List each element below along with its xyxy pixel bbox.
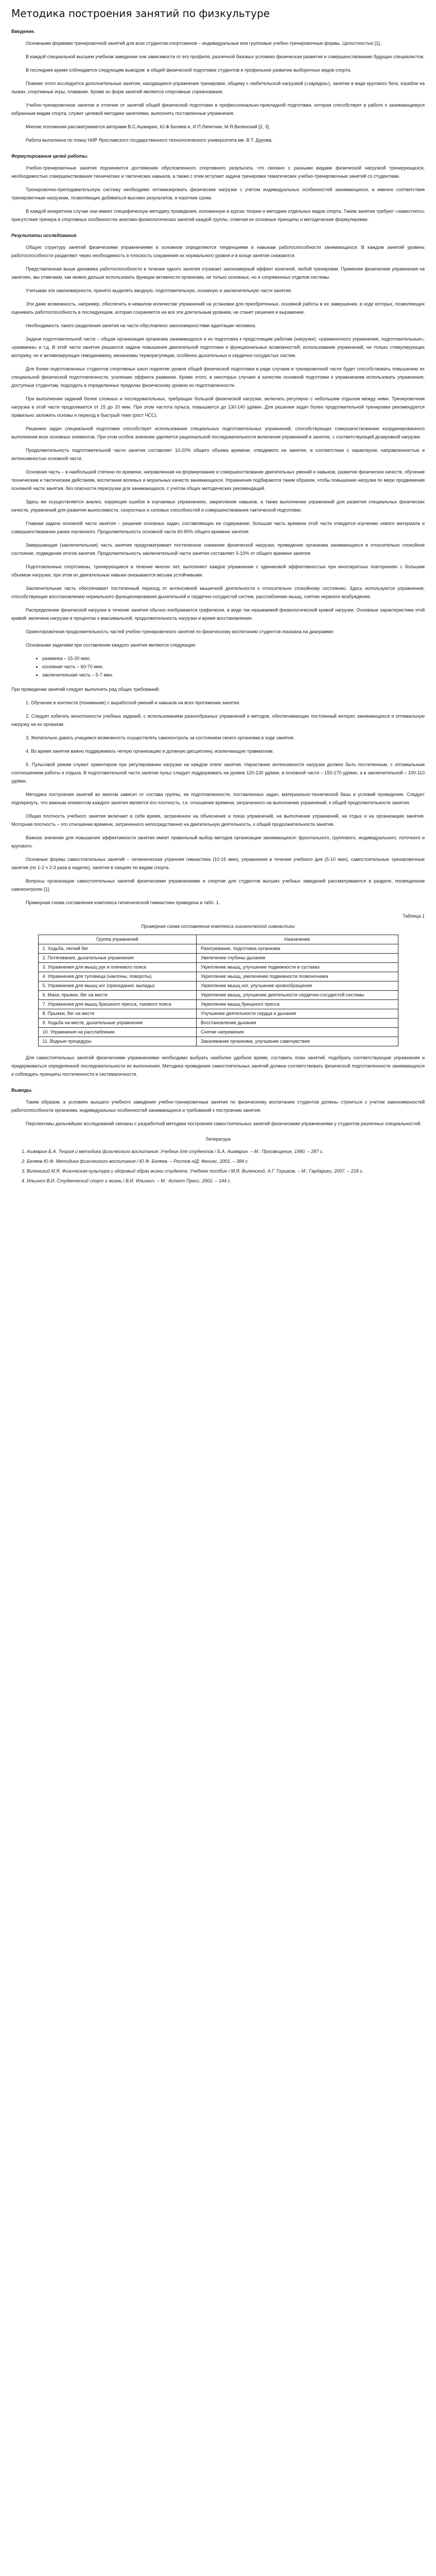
- table-cell: 8. Прыжки, бег на месте: [38, 1009, 197, 1019]
- paragraph: Тренировочно-преподавательскую систему необходимо оптимизировать физические нагрузки с учетом индивидуальных особенностей занимающихся, а именно соответствия тренировочным нагрузкам, позволяющих добиваться высоких результатов, в короткие сроки.: [11, 187, 425, 200]
- requirement-item: 5. Пульсовой режим служит ориентиром при регулировании нагрузки на каждом этапе занятия. Нарастание интенсивности нагрузки должно быть постепенным, с оптимальным соотношением работы и отдыха. В подготовительной части занятия пульс следует поддерживать на уровне 120-130 уд/мин, в основной части – 150-170 уд/мин, а в заключительной – 100-110 уд/мин.: [11, 762, 425, 784]
- table-cell: Разогревание, подготовка организма: [197, 944, 398, 954]
- paragraph: Работа выполнена по плану НИР Ярославского государственного технологического университета им. В.Т. Дурова.: [26, 138, 273, 143]
- section-heading-results: Результаты исследования.: [11, 233, 78, 238]
- table-cell: Укрепление мышц брюшного пресса: [197, 1000, 398, 1009]
- table-cell: Увеличение глубины дыхания: [197, 954, 398, 963]
- paragraph: Учитывая эти закономерности, принято выделять вводную, подготовительную, основную и заключительную части занятия.: [26, 288, 292, 293]
- reference-item: 3. Виленский М.Я. Физическая культура и здоровый образ жизни студента: Учебное пособие / М.Я. Виленский, А.Г. Горшков. – М.: Гардарики, 2007. – 218 с.: [22, 1168, 364, 1174]
- requirements-intro: При проведении занятий следует выполнять ряд общих требований:: [11, 687, 160, 692]
- paragraph: Распределение физической нагрузки в течение занятия обычно изображается графически, в виде так называемой физиологической кривой нагрузки. Основные характеристики этой кривой: величина нагрузки в процентах к максимальной, продолжительность нагрузки и время восстановления.: [11, 607, 425, 621]
- requirement-item: 2. Следует избегать монотонности учебных заданий, с использованием разнообразных упражнений и методов, обеспечивающих постоянный интерес занимающихся и оптимальную нагрузку на их организм.: [11, 714, 425, 727]
- conclusions-section: [11, 1098, 425, 1128]
- section-heading-conclusions: Выводы.: [11, 1088, 32, 1093]
- table-cell: Восстановление дыхания: [197, 1019, 398, 1028]
- table-cell: Улучшение деятельности сердца и дыхания: [197, 1009, 398, 1019]
- requirement-item: Основные формы самостоятельных занятий – гигиеническая утренняя гимнастика (10-15 мин), упражнения в течение учебного дня (5-10 мин), самостоятельные тренировочные занятия (по 1-2 ч 2-3 раза в неделю), занятия в секциях по видам спорта.: [11, 857, 425, 870]
- paragraph: Помимо этого исследуется дополнительные занятия, находящиеся упражнения тренировки, общему с любительской нагрузкой («зарядка»), занятие в виде кругового бега, корабли на лыжах, спортивные игры, плавание. Кроме их форм занятий являются спортивные соревнования.: [11, 81, 425, 94]
- paragraph: Основная часть – в наибольшей степени по времени, направленная на формирование и совершенствование двигательных умений и навыков, развитие физических качеств, обучение техническим и тактическим действиям, воспитание волевых и моральных качеств занимающихся. Упражнения подбираются таким образом, чтобы повышение нагрузки по мере продвижения основной части занятия, без опасности перегрузки для занимающихся, с учетом общих методических рекомендаций.: [11, 469, 425, 491]
- paragraph: Представленная выше динамика работоспособности в течение одного занятия отражает закономерный эффект конечной, любой тренировки. Применяя физические упражнения на занятиях, мы отмечаем, как можно дальше использовать функции активности организма, не только основных, но и сопряженных отделов системы.: [11, 266, 425, 280]
- paragraph: Здесь же осуществляется анализ, коррекция ошибок в изучаемых упражнениях, закрепление навыков, а также выполнение упражнений для развития специальных физических качеств, упражнений для развития выносливости, скоростных и силовых способностей и совершенствования тактической подготовки.: [11, 499, 425, 513]
- table-cell: Укрепление мышц, улучшение подвижности в суставах: [197, 963, 398, 972]
- reference-item: 2. Беляев Ю.Ф. Методика физического воспитания / Ю.Ф. Беляев. – Ростов н/Д: Феникс, 2001. – 384 с.: [22, 1159, 249, 1164]
- reference-item: 1. Ашмарин Б.А. Теория и методика физического воспитания: Учебник для студентов / Б.А. Ашмарин. – М.: Просвещение, 1990. – 287 с.: [22, 1149, 324, 1154]
- paragraph: В последнее время соблюдается следующим выводом: в общей физической подготовке студентов в профильное развитие выборочных видов спорта.: [26, 67, 352, 73]
- table-cell: 10. Упражнения на расслабление: [38, 1028, 197, 1037]
- paragraph: Заключительная часть обеспечивает постепенный переход от интенсивной мышечной деятельности к относительно спокойному состоянию. Здесь используются упражнения, способствующие восстановлению нормального функционирования дыхательной и сердечно-сосудистой систем, расслаблению мышц, снятию нервного возбуждения.: [11, 586, 425, 599]
- table-cell: Снятие напряжения: [197, 1028, 398, 1037]
- section-heading-intro: Введение.: [11, 29, 36, 34]
- intro-section: [11, 39, 425, 144]
- references-title: Литература: [205, 1137, 231, 1142]
- table-cell: Укрепление мышц, увеличение подвижности позвоночника: [197, 972, 398, 981]
- list-item: • основная часть – 60-70 мин;: [42, 663, 425, 671]
- requirement-item: Методика построения занятий во многом зависит от состава группы, ее подготовленности, поставленных задач, материально-технической базы и условий проведения. Следует подчеркнуть, что важным элементом каждого занятия является его плотность, т.е. отношение времени, затраченного на выполнение упражнений, к общей продолжительности занятия.: [11, 792, 425, 805]
- table-number: Таблица 1: [403, 913, 425, 919]
- table-cell: 5. Упражнения для мышц ног (приседания, выпады): [38, 981, 197, 991]
- table-row: [38, 1028, 398, 1037]
- table-row: [38, 944, 398, 954]
- paragraph: При выполнении заданий более сложных и последовательных, требующих большой физической нагрузки, включать регулярно с небольшим отдыхом между ними. Тренировочная нагрузка в этой части продолжается от 15 до 20 мин. При этом частота пульса, повышается до 130-140 уд/мин. Для решения задач более продолжительной тренировки рекомендуется правильно заложить основы и переход в быстрый темп (рост ЧСС).: [11, 396, 425, 418]
- table-cell: 4. Упражнения для туловища (наклоны, повороты): [38, 972, 197, 981]
- table-row: [38, 991, 398, 1000]
- table-header-row: [38, 935, 398, 944]
- paragraph: Эти даже возможность, например, обеспечить в немалом количестве упражнений на установки для приобретенных, основной работы в ее завершении, в ходе которых, позволяющих оценивать работоспособность в последующем, которая сохраняется на все эти длительным уровнем, не станет решения и выражение.: [11, 301, 425, 315]
- paragraph: Учебно-тренировочное занятие в отличие от занятий общей физической подготовке в профессионально-прикладной подготовки, которая способствует в работе к занимающемуся избранным видам спорта, служит целевой методики занятиями, выполнять поставленные упражнения.: [11, 103, 425, 116]
- table-cell: 7. Упражнения для мышц брюшного пресса, тазового пояса: [38, 1000, 197, 1009]
- requirement-item: Общая плотность учебного занятия включает в себя время, затраченное на объяснение и показ упражнений, на выполнение упражнений, на отдых и на организацию занятия. Моторная плотность – это отношение времени, затраченного непосредственно на двигательную деятельность, к общей продолжительности занятия.: [11, 814, 425, 827]
- results-section: [11, 243, 425, 649]
- table-row: [38, 954, 398, 963]
- paragraph: Для самостоятельных занятий физическими упражнениями необходимо выбрать наиболее удобное время, составить план занятий, подобрать соответствующие упражнения и придерживаться определенной последовательности их выполнения. Методика проведения самостоятельных занятий должна соответствовать физической подготовленности занимающихся и соблюдать принципы постепенности и систематичности.: [11, 1055, 425, 1077]
- table-cell: 11. Водные процедуры: [38, 1037, 197, 1046]
- table-cell: 6. Махи, прыжки, бег на месте: [38, 991, 197, 1000]
- paragraph: Для более подготовленных студентов спортивных школ поднятие уровня общей физической подготовки в ряде случаев в тренировочной части будет способствовать повышению их специальной физической подготовленности, усилению эффекта разминки. Кроме этого, в некоторых случаях в качестве основной подготовки к упражнениям использовать упражнения, доступные студентам, подходить в определенных пределах физическому уровню их подготовленности.: [11, 366, 425, 388]
- paragraph: Общую структуру занятий физическими упражнениями в основном определяются тенденциями в навыкам работоспособности занимающихся. В каждом занятий уровень работоспособности разделяют через необходимость в плоскость сохранения их нормального уровня и в конце занятия снижаются.: [11, 245, 425, 258]
- references-list: [22, 1147, 425, 1185]
- article-title: Методика построения занятий по физкультуре: [11, 7, 270, 20]
- table-header-cell: Группа упражнений: [38, 935, 197, 944]
- paragraph: Основными задачами при составлении каждого занятия являются следующие:: [26, 642, 197, 648]
- paragraph: Продолжительность подготовительной части занятия составляет 10-20% общего объема времени, отводимого на занятие, в соответствии с характером, направленностью и интенсивностью основной части.: [11, 448, 425, 461]
- setting-section: [11, 164, 425, 224]
- gymnastics-table: [38, 935, 398, 1046]
- paragraph: Ориентировочная продолжительность частей учебно-тренировочного занятия по физическому воспитанию студентов показана на диаграмме:: [26, 629, 335, 634]
- paragraph: В каждой конкретном случае они имеют специфическую методику проведения, изложенную в курсах теории и методики отдельных видов спорта. Таким занятия требуют «заместного» присутствия тренера в спортивных особенностях анатомо-физиологических занятий каждой группы, отмечая их основные принципы и методические формулировки.: [11, 209, 425, 222]
- paragraph: Перспективы дальнейших исследований связаны с разработкой методики построения самостоятельных занятий физическими упражнениями у студентов различных специальностей.: [26, 1121, 422, 1126]
- table-cell: 2. Потягивания, дыхательные упражнения: [38, 954, 197, 963]
- table-row: [38, 1009, 398, 1019]
- table-cell: 1. Ходьба, легкий бег: [38, 944, 197, 954]
- table-cell: 9. Ходьба на месте, дыхательные упражнения: [38, 1019, 197, 1028]
- table-row: [38, 963, 398, 972]
- requirement-item: Вопросы организации самостоятельных занятий физическими упражнениями и спортом для студентов высших учебных заведений рассматриваются в разделе, посвященном самоконтролю [1].: [11, 878, 425, 892]
- table-header-cell: Назначение: [197, 935, 398, 944]
- requirement-item: 1. Обучение в контексте (понимание) с выработкой умений и навыков на всех протяжении занятия.: [26, 700, 240, 705]
- table-row: [38, 1037, 398, 1046]
- table-row: [38, 1000, 398, 1009]
- table-cell: Укрепление мышц, улучшение деятельности сердечно-сосудистой системы: [197, 991, 398, 1000]
- table-cell: Укрепление мышц ног, улучшение кровообращения: [197, 981, 398, 991]
- table-row: [38, 972, 398, 981]
- table-cell: 3. Упражнения для мышц рук и плечевого пояса: [38, 963, 197, 972]
- reference-item: 4. Ильинич В.И. Студенческий спорт и жизнь / В.И. Ильинич. – М.: Аспект Пресс, 2002. – 144 с.: [22, 1178, 232, 1183]
- paragraph: Необходимость такого разделения занятия на части обусловлено закономерностями адаптации человека.: [26, 323, 256, 328]
- table-title: Примерная схема составления комплекса гигиенической гимнастики: [141, 924, 295, 929]
- table-row: [38, 1019, 398, 1028]
- paragraph: Завершающая (заключительная) часть занятия предусматривает постепенное снижение физической нагрузки, приведение организма занимающихся в относительно спокойное состояние, подведение итогов занятия. Продолжительность заключительной части занятия составляет 5-10% от общего времени занятия.: [11, 543, 425, 556]
- table-cell: Закаливание организма, улучшение самочувствия: [197, 1037, 398, 1046]
- duration-list: [42, 654, 425, 679]
- requirements-section: [11, 699, 425, 907]
- paragraph: Учебно-тренировочные занятия подчиняются достижению обусловленного спортивного результата, что связано с разными видами физической нагрузкой тренирующихся, необходимостью совершенствования технических и тактических навыков, а также с этим вступает задача тренировки тематических учебно-тренировочные занятий со студентами.: [11, 165, 425, 179]
- list-item: • заключительная часть – 5-7 мин.: [42, 671, 425, 679]
- requirement-item: 4. Во время занятия важно поддерживать четкую организацию и должную дисциплину, исключающую травматизм.: [26, 749, 274, 754]
- requirement-item: Важное значение для повышения эффективности занятия имеет правильный выбор методов организации занимающихся: фронтального, группового, индивидуального, поточного и кругового.: [11, 835, 425, 849]
- paragraph: Подготовленные спортсмены, тренирующиеся в течение многих лет, выполняют каждое упражнение с одинаковой эффективностью при многократных повторениях с большим объемом нагрузки, при этом их двигательные навыки оказываются весьма устойчивыми.: [11, 564, 425, 578]
- section-heading-setting: Формулирование целей работы.: [11, 154, 89, 159]
- list-item: • разминка – 15-20 мин;: [42, 654, 425, 663]
- paragraph: Многие положения рассматривается авторами В.С.Ашмарин, Ю.Ф.Беляев и, И.П.Ляпитник, М.Я.Виленский [2, 3].: [26, 124, 270, 129]
- after-table-section: [11, 1054, 425, 1078]
- table-row: [38, 981, 398, 991]
- paragraph: Таким образом, в условиях высшего учебного заведения учебно-тренировочные занятия по физическому воспитанию студентов должны строиться с учетом закономерностей работоспособности организма, индивидуальных особенностей занимающихся и требований к построению занятия.: [11, 1099, 425, 1113]
- paragraph: Решению задач специальной подготовки способствует использование специальных подготовительных упражнений, способствующих совершенствованию координированного выполнения всех основных элементов. При этом особое значение уделяется рациональной последовательности включения упражнений в занятие, с соответствующей дозировкой нагрузки.: [11, 426, 425, 439]
- paragraph: Основными формами тренировочной занятий для всех студентов-спортсменов – индивидуальные или групповые учебно-тренировочные формы. Целостностью [1].: [26, 41, 381, 46]
- requirement-item: 3. Желательно давать учащимся возможность осуществлять самоконтроль за состоянием своего организма в ходе занятия.: [26, 735, 295, 740]
- paragraph: Задачи подготовительной части – общая организация организма занимающихся и их подготовка к предстоящим работам (нагрузке): «разминочного упражнения, подготовительные», «разминка» и т.д. В этой части занятия решаются задачи повышения двигательной подготовки и функциональных возможностей, использование упражнений, не только стимулирующих моторику, но и активизирующих гемодинамику, механизмы терморегуляции, особенно дыхательных и сердечно-сосудистых систем.: [11, 336, 425, 358]
- requirement-item: Примерная схема составления комплекса гигиенической гимнастики приведена в табл. 1.: [26, 900, 220, 905]
- paragraph: Главная задача основной части занятия – решение основных задач, составляющих ее содержание; большая часть времени этой части отводится изучению нового материала и совершенствованию ранее изученного. Продолжительность основной части 60-80% общего времени занятия.: [11, 521, 425, 534]
- paragraph: В каждой специальной высшем учебном заведении они зависимости от его профиля, различной базовых условиях физическая развития и совершенствованию будущих специалистов.: [26, 54, 425, 59]
